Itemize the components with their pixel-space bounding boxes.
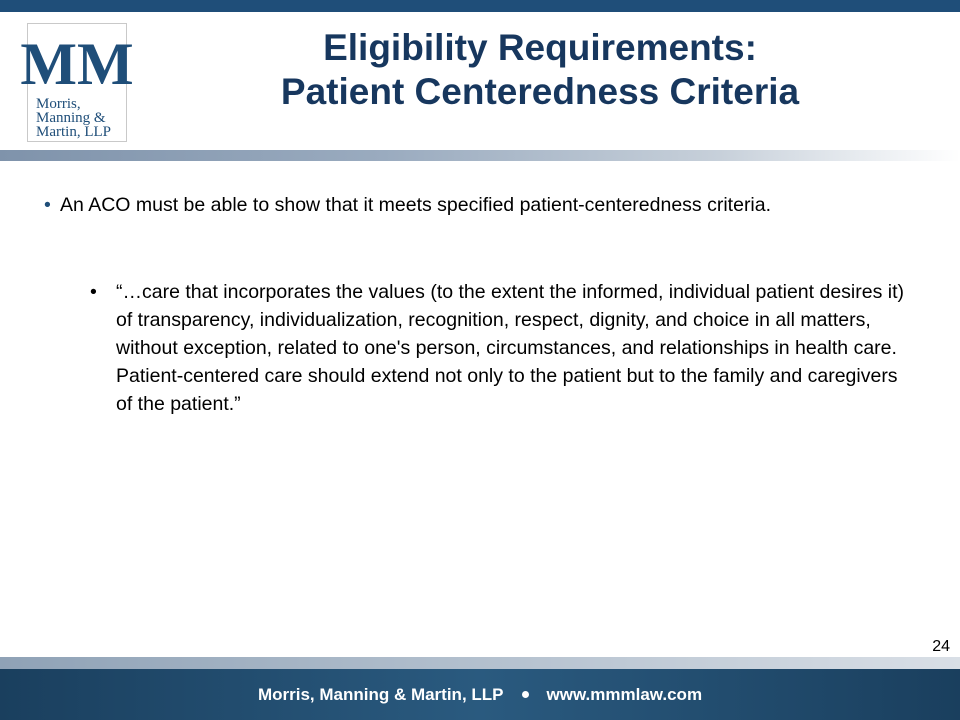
logo-line1: Morris, bbox=[36, 96, 81, 112]
firm-logo bbox=[20, 23, 134, 142]
bullet-level-2 bbox=[90, 278, 910, 418]
top-accent-bar bbox=[0, 0, 960, 12]
title-line-1: Eligibility Requirements: bbox=[323, 27, 757, 68]
slide-title bbox=[170, 26, 910, 114]
footer-website: www.mmmlaw.com bbox=[546, 684, 703, 704]
footer-bar bbox=[0, 669, 960, 720]
bullet-dot-icon: • bbox=[90, 281, 97, 303]
bullet-text: An ACO must be able to show that it meets specified patient-centeredness criteria. bbox=[60, 194, 772, 216]
footer-divider bbox=[0, 657, 960, 669]
bullet-dot-icon: • bbox=[44, 194, 51, 216]
footer-firm-name: Morris, Manning & Martin, LLP bbox=[257, 684, 504, 704]
page-number: 24 bbox=[932, 638, 950, 655]
logo-line2: Manning & bbox=[36, 110, 106, 126]
logo-mm-letters: MM bbox=[20, 31, 134, 97]
bullet-text: “…care that incorporates the values (to the extent the informed, individual patient desires it) of transparency, individualization, recognition, respect, dignity, and choice in all matters, without exception, related to one's person, circumstances, and relationships in health care. Patient-centered care should extend not only to the patient but to the family and caregivers of the patient.” bbox=[116, 281, 904, 415]
bullet-level-1 bbox=[44, 190, 814, 220]
logo-graphic bbox=[20, 24, 134, 141]
footer-content bbox=[0, 669, 960, 720]
title-divider bbox=[0, 150, 960, 161]
footer-separator-dot-icon bbox=[522, 691, 529, 698]
logo-line3: Martin, LLP bbox=[36, 124, 111, 140]
title-line-2: Patient Centeredness Criteria bbox=[280, 71, 800, 112]
